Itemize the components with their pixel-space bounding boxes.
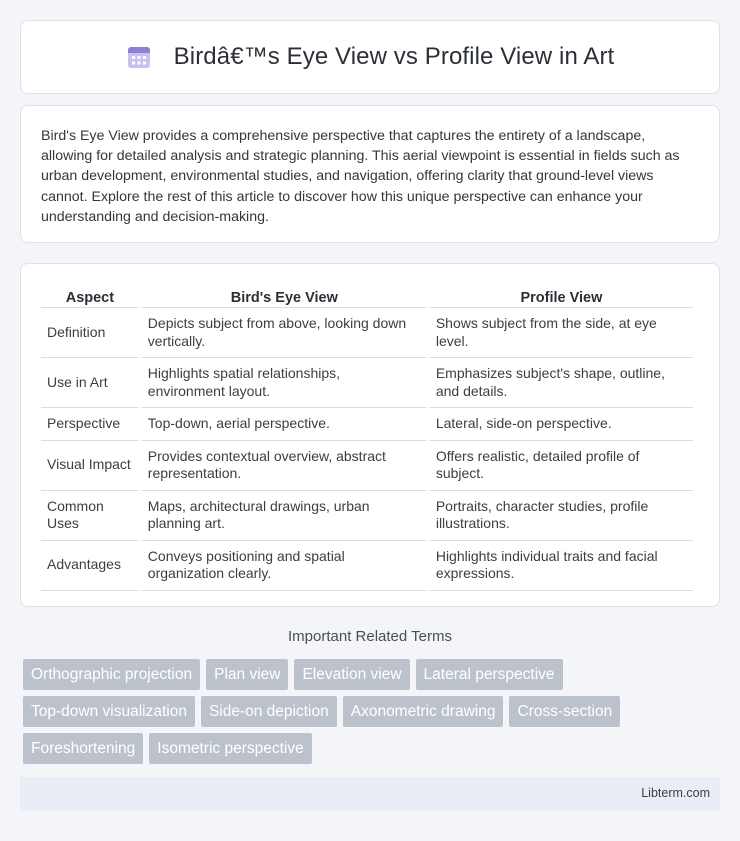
table-cell-profile: Emphasizes subject's shape, outline, and details. <box>430 358 693 408</box>
table-cell-birds-eye: Maps, architectural drawings, urban planning art. <box>142 491 427 541</box>
footer-site-link[interactable]: Libterm.com <box>641 786 710 800</box>
title-card <box>20 20 720 94</box>
comparison-table-card <box>20 263 720 607</box>
intro-card <box>20 105 720 243</box>
tag-plan-view[interactable]: Plan view <box>206 659 288 690</box>
table-cell-birds-eye: Conveys positioning and spatial organization clearly. <box>142 541 427 591</box>
table-row <box>41 541 693 591</box>
tag-cross-section[interactable]: Cross-section <box>509 696 620 727</box>
tag-elevation-view[interactable]: Elevation view <box>294 659 409 690</box>
table-row <box>41 358 693 408</box>
table-cell-profile: Lateral, side-on perspective. <box>430 408 693 441</box>
table-cell-profile: Portraits, character studies, profile illustrations. <box>430 491 693 541</box>
footer <box>20 777 720 810</box>
table-row <box>41 491 693 541</box>
table-cell-aspect: Definition <box>41 308 139 358</box>
table-cell-profile: Shows subject from the side, at eye level. <box>430 308 693 358</box>
table-cell-profile: Offers realistic, detailed profile of subject. <box>430 441 693 491</box>
table-cell-birds-eye: Highlights spatial relationships, environment layout. <box>142 358 427 408</box>
calendar-icon <box>126 44 152 70</box>
tag-side-on-depiction[interactable]: Side-on depiction <box>201 696 337 727</box>
table-header-row <box>41 286 693 308</box>
comparison-table <box>38 286 696 591</box>
tag-lateral-perspective[interactable]: Lateral perspective <box>416 659 563 690</box>
tag-axonometric-drawing[interactable]: Axonometric drawing <box>343 696 504 727</box>
tag-row <box>23 659 723 690</box>
page-title: Birdâ€™s Eye View vs Profile View in Art <box>173 43 615 70</box>
table-row <box>41 308 693 358</box>
table-header-profile: Profile View <box>430 286 693 308</box>
tag-row <box>23 696 723 727</box>
table-cell-aspect: Visual Impact <box>41 441 139 491</box>
table-cell-profile: Highlights individual traits and facial expressions. <box>430 541 693 591</box>
related-terms-tags <box>23 659 723 770</box>
intro-text: Bird's Eye View provides a comprehensive perspective that captures the entirety of a landscape, allowing for detailed analysis and strategic planning. This aerial viewpoint is essential in fields such as urban development, environmental studies, and navigation, offering clarity that ground-level views cannot. Explore the rest of this article to discover how this unique perspective can enhance your understanding and decision-making. <box>41 128 680 225</box>
table-row <box>41 441 693 491</box>
table-cell-birds-eye: Depicts subject from above, looking down vertically. <box>142 308 427 358</box>
table-header-birds-eye: Bird's Eye View <box>142 286 427 308</box>
table-cell-aspect: Use in Art <box>41 358 139 408</box>
tag-row <box>23 733 723 764</box>
tag-foreshortening[interactable]: Foreshortening <box>23 733 143 764</box>
related-terms-title: Important Related Terms <box>288 628 452 645</box>
table-row <box>41 408 693 441</box>
table-cell-birds-eye: Top-down, aerial perspective. <box>142 408 427 441</box>
table-cell-aspect: Common Uses <box>41 491 139 541</box>
table-header-aspect: Aspect <box>41 286 139 308</box>
table-cell-birds-eye: Provides contextual overview, abstract representation. <box>142 441 427 491</box>
tag-isometric-perspective[interactable]: Isometric perspective <box>149 733 311 764</box>
tag-top-down-visualization[interactable]: Top-down visualization <box>23 696 195 727</box>
table-cell-aspect: Advantages <box>41 541 139 591</box>
tag-orthographic-projection[interactable]: Orthographic projection <box>23 659 200 690</box>
table-cell-aspect: Perspective <box>41 408 139 441</box>
